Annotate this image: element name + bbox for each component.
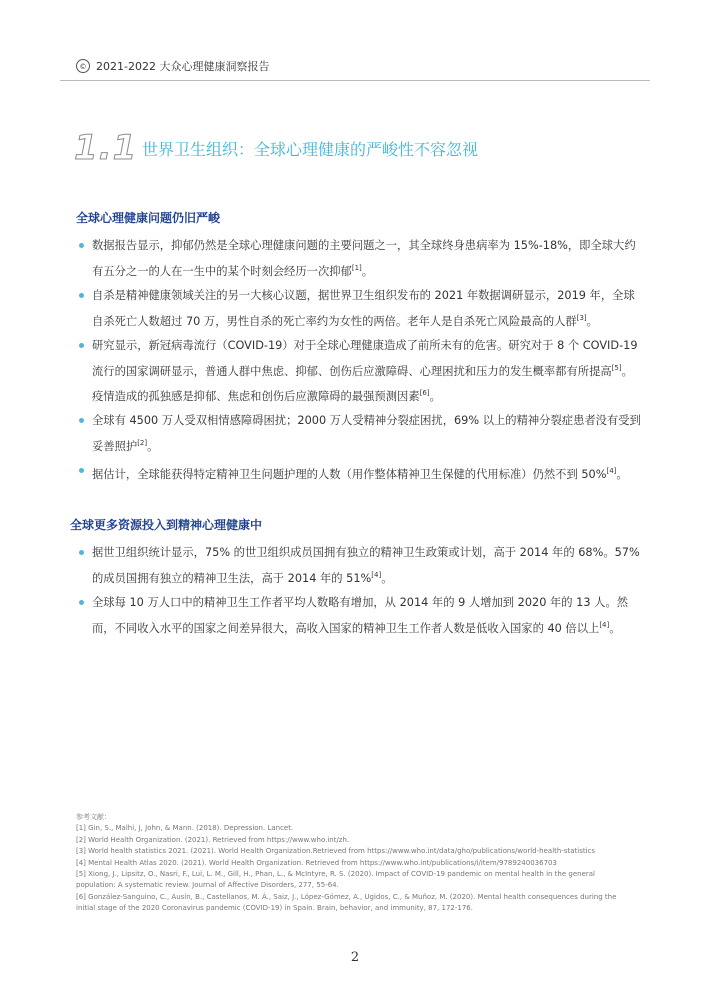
citation-ref: [5] — [611, 363, 622, 372]
page-number: 2 — [350, 950, 360, 965]
list-item: 据估计，全球能获得特定精神卫生问题护理的人数（用作整体精神卫生保健的代用标准）仍然不到 50%[4]。 — [78, 460, 644, 486]
section-title: 世界卫生组织：全球心理健康的严峻性不容忽视 — [142, 140, 479, 159]
citation-ref: [1] — [351, 264, 362, 272]
reference-item: [6] González-Sanguino, C., Ausín, B., Castellanos, M. Á., Saiz, J., López-Gómez, A., Ugidos, C., & Muñoz, M. (2020). Mental health consequences during the initial stage of the 2020 Coronavirus pandemic (COVID-19) in Spain. Brain, behavior, and immunity, 87, 172-176. — [76, 892, 617, 913]
list-item: 全球每 10 万人口中的精神卫生工作者平均人数略有增加，从 2014 年的 9 人增加到 2020 年的 13 人。然而，不同收入水平的国家之间差异很大，高收入国家的精神卫生工作者人数是低收入国家的 40 倍以上[4]。 — [78, 592, 644, 640]
subsection-heading-1: 全球心理健康问题仍旧严峻 — [76, 211, 221, 225]
references-label: 参考文献： — [76, 813, 111, 821]
list-item: 数据报告显示，抑郁仍然是全球心理健康问题的主要问题之一，其全球终身患病率为 15%-18%，即全球大约有五分之一的人在一生中的某个时刻会经历一次抑郁[1]。 — [78, 235, 644, 283]
list-item: 自杀是精神健康领域关注的另一大核心议题，据世界卫生组织发布的 2021 年数据调研显示，2019 年，全球自杀死亡人数超过 70 万，男性自杀的死亡率约为女性的两倍。老年人是自杀死亡风险最高的人群[3]。 — [78, 285, 644, 333]
citation-ref: [4] — [599, 620, 610, 629]
references — [76, 812, 636, 915]
reference-item: [1] Gin, S., Malhi, J, John, & Mann. (2018). Depression. Lancet. — [76, 824, 294, 833]
citation-ref: [4] — [606, 466, 617, 475]
report-logo-icon: © — [76, 59, 90, 73]
citation-ref: [3] — [576, 313, 587, 322]
list-item: 全球有 4500 万人受双相情感障碍困扰；2000 万人受精神分裂症困扰，69% 以上的精神分裂症患者没有受到妥善照护[2]。 — [78, 410, 644, 458]
header-divider — [60, 80, 650, 81]
list-item: 研究显示，新冠病毒流行（COVID-19）对于全球心理健康造成了前所未有的危害。研究对于 8 个 COVID-19 流行的国家调研显示，普通人群中焦虑、抑郁、创伤后应激障碍、心理困扰和压力的发生概率都有所提高[5]。疫情造成的孤独感是抑郁、焦虑和创伤后应激障碍的最强预测因素[6]。 — [78, 335, 644, 409]
subsection-heading-2: 全球更多资源投入到精神心理健康中 — [70, 518, 263, 532]
reference-item: [4] Mental Health Atlas 2020. (2021). World Health Organization. Retrieved from https://www.who.int/publications/i/item/9789240036703 — [76, 858, 557, 867]
citation-ref: [6] — [419, 389, 430, 398]
page-header — [76, 58, 269, 74]
citation-ref: [4] — [371, 571, 382, 579]
bullet-list-1 — [78, 235, 644, 488]
bullet-list-2 — [78, 542, 644, 642]
reference-item: [2] World Health Organization. (2021). Retrieved from https://www.who.int/zh. — [76, 835, 350, 844]
reference-item: [3] World health statistics 2021. (2021). World Health Organization.Retrieved from https://www.who.int/data/gho/publications/world-health-statistics — [76, 847, 596, 856]
reference-item: [5] Xiong, J., Lipsitz, O., Nasri, F., Lui, L. M., Gill, H., Phan, L., & McIntyre, R. S. (2020). Impact of COVID-19 pandemic on mental health in the general population: A systematic review. Journal of Affective Disorders, 277, 55-64. — [76, 870, 595, 890]
citation-ref: [2] — [137, 439, 148, 448]
header-title: 2021-2022 大众心理健康洞察报告 — [96, 60, 270, 73]
list-item: 据世卫组织统计显示，75% 的世卫组织成员国拥有独立的精神卫生政策或计划，高于 2014 年的 68%。57% 的成员国拥有独立的精神卫生法，高于 2014 年的 51%[4]。 — [78, 542, 644, 590]
section-number: 1.1 — [74, 128, 138, 168]
